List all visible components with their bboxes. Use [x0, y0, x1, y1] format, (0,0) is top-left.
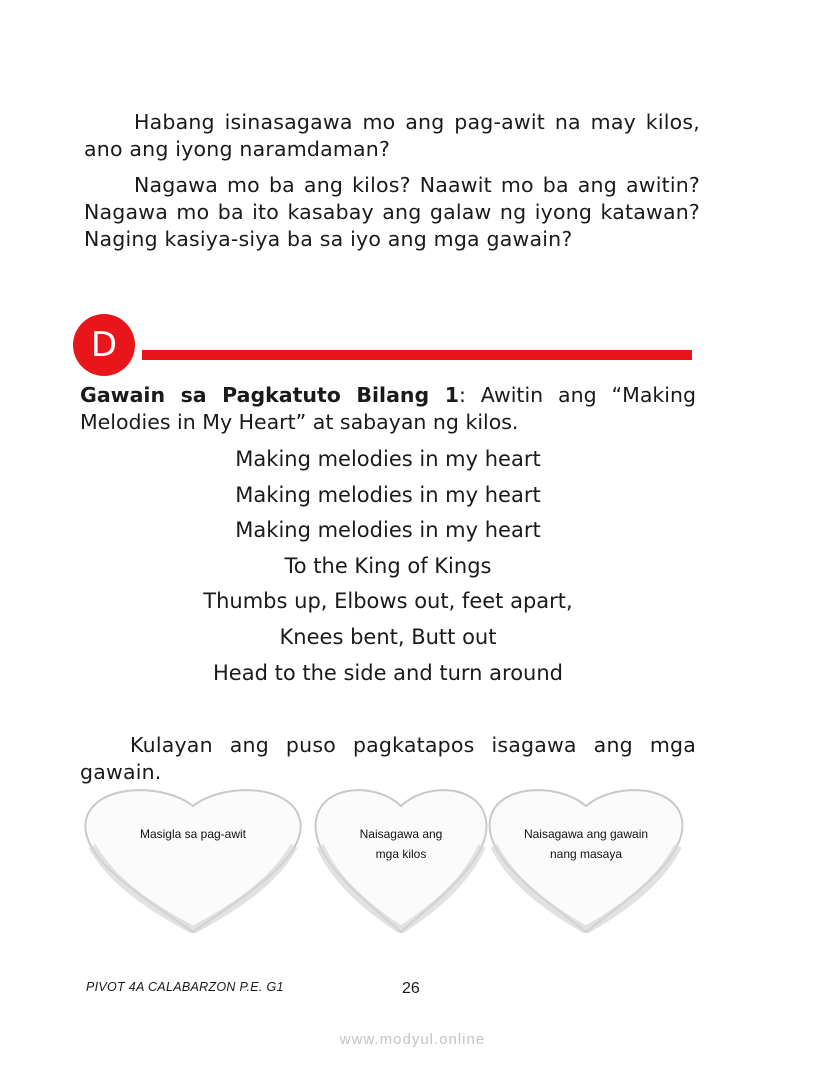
reflection-text-1: Habang isinasagawa mo ang pag-awit na may kilos, ano ang iyong naramdaman?	[84, 110, 700, 161]
lyric-line: Making melodies in my heart	[235, 518, 541, 543]
lyric-line: Head to the side and turn around	[213, 660, 563, 685]
heart-shape[interactable]	[312, 786, 490, 934]
watermark: www.modyul.online	[339, 1031, 486, 1048]
activity-instruction	[80, 382, 696, 436]
activity-separator: :	[458, 383, 466, 407]
reflection-text-2: Nagawa mo ba ang kilos? Naawit mo ba ang awitin? Nagawa mo ba ito kasabay ang galaw ng iyong katawan? Naging kasiya-siya ba sa iyo ang mga gawain?	[84, 173, 700, 251]
lyric-line: Thumbs up, Elbows out, feet apart,	[203, 589, 573, 614]
heart-label-3: Naisagawa ang gawain	[523, 827, 649, 841]
coloring-instruction-paragraph	[80, 732, 696, 786]
section-badge: D	[73, 314, 135, 376]
page-number: 26	[402, 980, 420, 997]
activity-text: Awitin ang “Making Melodies in My Heart” at sabayan ng kilos.	[80, 383, 696, 434]
heart-shape[interactable]	[486, 786, 686, 934]
coloring-instruction-text: Kulayan ang puso pagkatapos isagawa ang mga gawain.	[80, 733, 696, 784]
song-lyrics	[80, 443, 696, 692]
footer-module-label: PIVOT 4A CALABARZON P.E. G1	[86, 980, 284, 994]
lyric-line: Knees bent, Butt out	[279, 624, 497, 649]
heart-label-1: Masigla sa pag-awit	[139, 827, 247, 841]
heart-shape[interactable]	[82, 786, 304, 934]
lyric-line: Making melodies in my heart	[235, 482, 541, 507]
lyric-line: To the King of Kings	[284, 553, 492, 578]
section-divider-bar	[142, 350, 692, 360]
reflection-paragraph-2	[84, 172, 700, 253]
lyric-line: Making melodies in my heart	[235, 447, 541, 471]
activity-title: Gawain sa Pagkatuto Bilang 1	[80, 383, 459, 407]
heart-label-2: Naisagawa ang	[359, 827, 443, 841]
heart-icon	[82, 786, 304, 934]
reflection-paragraph-1	[84, 109, 700, 163]
heart-label-2b: mga kilos	[375, 847, 427, 861]
heart-coloring-row	[82, 786, 692, 936]
heart-label-3b: nang masaya	[549, 847, 623, 861]
